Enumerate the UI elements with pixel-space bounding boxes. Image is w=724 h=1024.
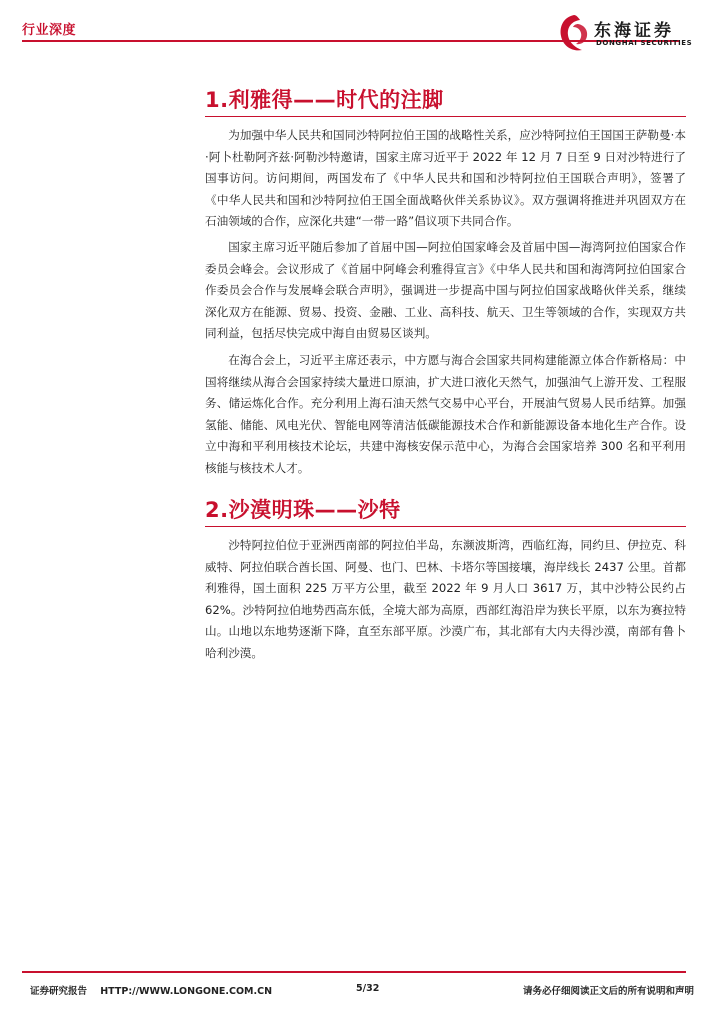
logo-chinese-name: 东海证券 bbox=[594, 21, 674, 41]
logo-english-name: DONGHAI SECURITIES bbox=[596, 39, 693, 47]
page-number: 5/32 bbox=[356, 983, 380, 994]
footer-source-url: 证券研究报告 HTTP://WWW.LONGONE.COM.CN bbox=[30, 986, 273, 997]
section-title-underline bbox=[205, 116, 686, 117]
section-title-underline bbox=[205, 526, 686, 527]
report-category-label: 行业深度 bbox=[22, 23, 77, 38]
section-title-saudi: 2.沙漠明珠——沙特 bbox=[205, 498, 401, 522]
footer-divider bbox=[22, 971, 686, 973]
paragraph-state-visit: 为加强中华人民共和国同沙特阿拉伯王国的战略性关系，应沙特阿拉伯王国国王萨勒曼·本·阿卜杜勒阿齐兹·阿勒沙特邀请，国家主席习近平于 2022 年 12 月 7 日至 9 日对沙特进行了国事访问。访问期间，两国发布了《中华人民共和国和沙特阿拉伯王国联合声明》，签署了《中华人民共和国和沙特阿拉伯王国全面战略伙伴关系协议》。双方强调将推进并巩固双方在石油领域的合作，应深化共建“一带一路”倡议项下共同合作。 bbox=[205, 128, 686, 228]
section-title-riyadh: 1.利雅得——时代的注脚 bbox=[205, 88, 444, 112]
paragraph-saudi-geography: 沙特阿拉伯位于亚洲西南部的阿拉伯半岛，东濒波斯湾，西临红海，同约旦、伊拉克、科威特、阿拉伯联合酋长国、阿曼、也门、巴林、卡塔尔等国接壤，海岸线长 2437 公里。首都利雅得，国土面积 225 万平方公里，截至 2022 年 9 月人口 3617 万，其中沙特公民约占 62%。沙特阿拉伯地势西高东低，全境大部为高原，西部红海沿岸为狭长平原，以东为赛拉特山。山地以东地势逐渐下降，直至东部平原。沙漠广布，其北部有大内夫得沙漠，南部有鲁卜哈利沙漠。 bbox=[205, 538, 686, 660]
paragraph-gcc-energy: 在海合会上，习近平主席还表示，中方愿与海合会国家共同构建能源立体合作新格局：中国将继续从海合会国家持续大量进口原油，扩大进口液化天然气，加强油气上游开发、工程服务、储运炼化合作。充分利用上海石油天然气交易中心平台，开展油气贸易人民币结算。加强氢能、储能、风电光伏、智能电网等清洁低碳能源技术合作和新能源设备本地化生产合作。设立中海和平利用核技术论坛，共建中海核安保示范中心，为海合会国家培养 300 名和平利用核能与核技术人才。 bbox=[205, 353, 686, 475]
paragraph-summit: 国家主席习近平随后参加了首届中国—阿拉伯国家峰会及首届中国—海湾阿拉伯国家合作委员会峰会。会议形成了《首届中阿峰会利雅得宣言》《中华人民共和国和海湾阿拉伯国家合作委员会合作与发展峰会联合声明》，强调进一步提高中国与阿拉伯国家战略伙伴关系，继续深化双方在能源、贸易、投资、金融、工业、高科技、航天、卫生等领域的合作，实现双方共同利益，包括尽快完成中海自由贸易区谈判。 bbox=[205, 240, 686, 340]
dragon-emblem-icon bbox=[556, 12, 592, 54]
company-logo bbox=[556, 12, 693, 56]
footer-disclaimer: 请务必仔细阅读正文后的所有说明和声明 bbox=[522, 986, 694, 997]
